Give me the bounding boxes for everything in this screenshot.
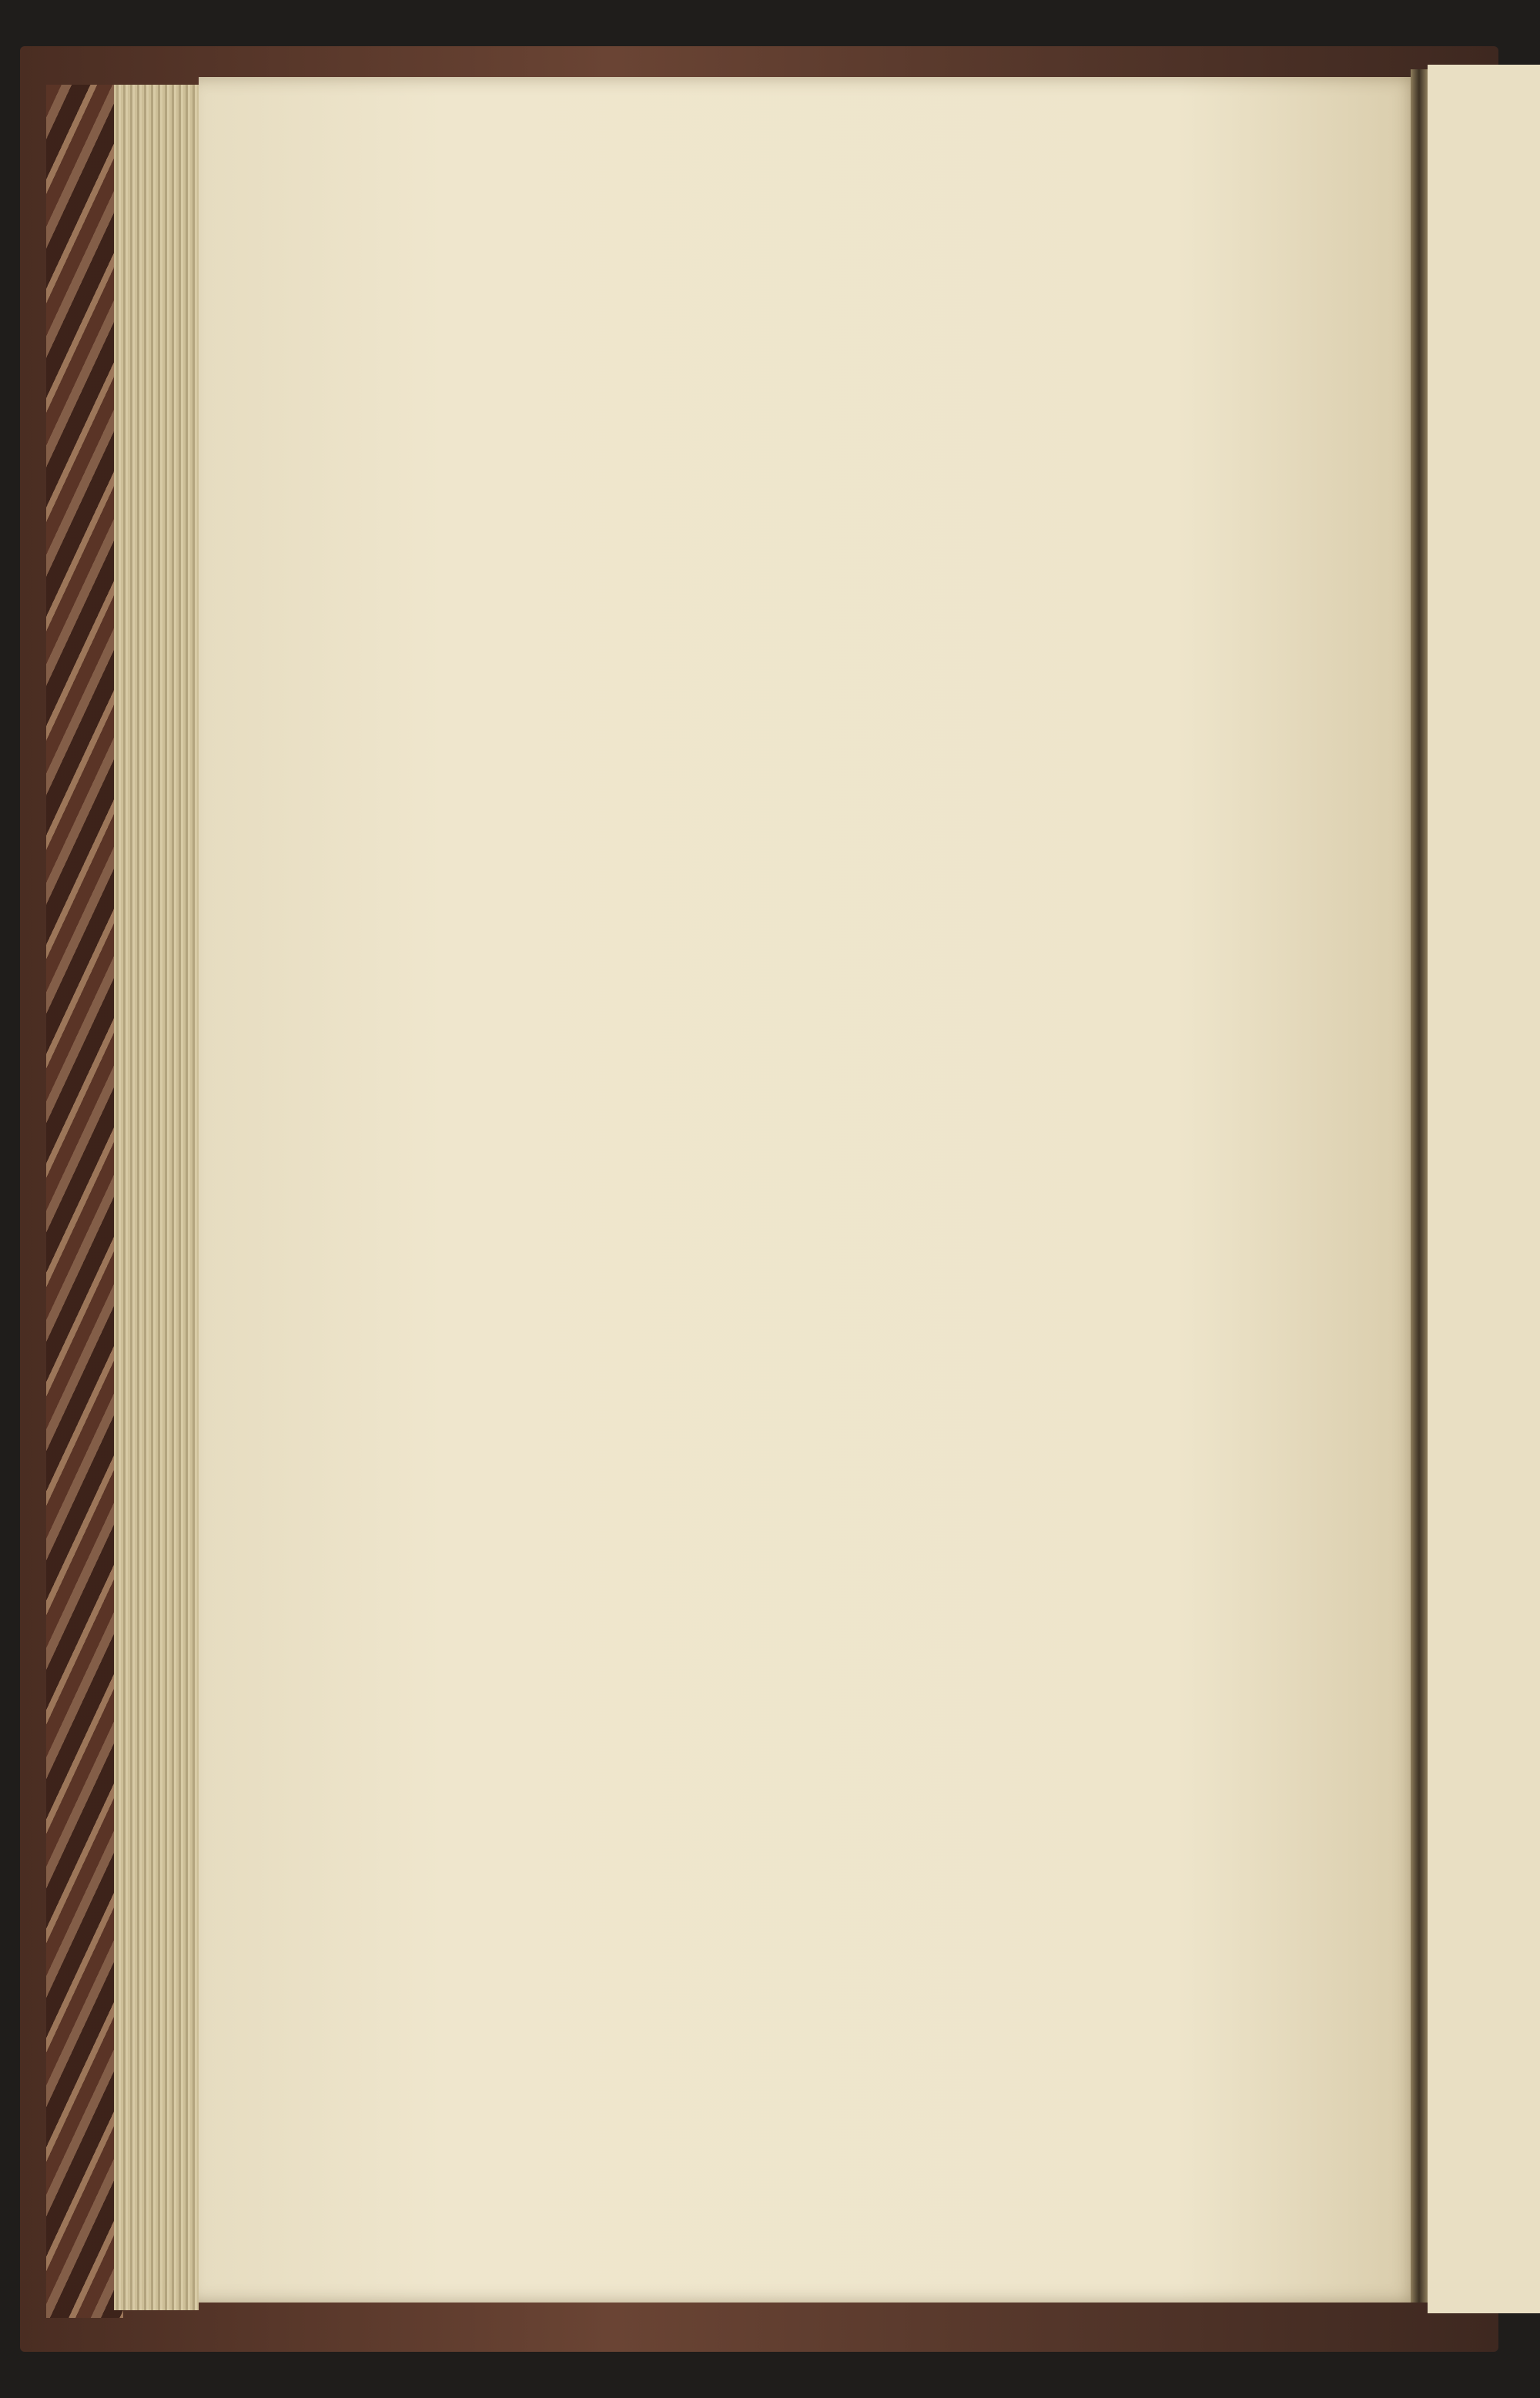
left-page (199, 77, 1421, 2303)
marbled-board (46, 85, 123, 2318)
page-edges (114, 85, 199, 2310)
book-gutter (1411, 69, 1428, 2303)
right-page (1428, 65, 1540, 2313)
